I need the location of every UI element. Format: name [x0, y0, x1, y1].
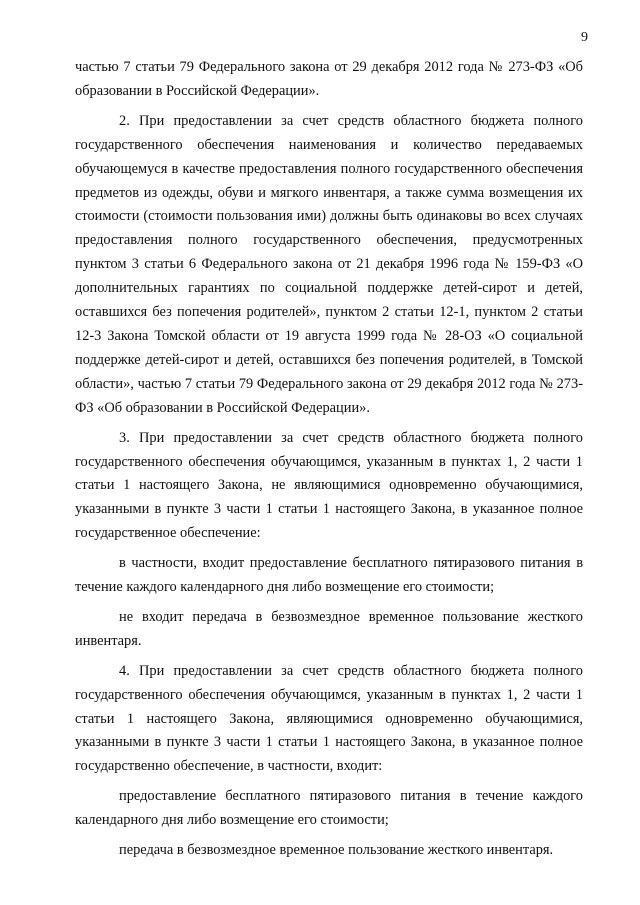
paragraph-continuation: частью 7 статьи 79 Федерального закона от 29 декабря 2012 года № 273-ФЗ «Об образовании в Российской Федерации». [75, 59, 583, 99]
paragraph-clause-3: 3. При предоставлении за счет средств областного бюджета полного государственного обеспечения обучающимся, указанным в пунктах 1, 2 части 1 статьи 1 настоящего Закона, не являющимися одновременно обучающимися, указанными в пункте 3 части 1 статьи 1 настоящего Закона, в указанное полное государственное обеспечение: [75, 429, 583, 542]
paragraph-clause-4-equipment: передача в безвозмездное временное пользование жесткого инвентаря. [119, 842, 554, 859]
page-number: 9 [581, 30, 588, 45]
paragraph-clause-3-included: в частности, входит предоставление бесплатного пятиразового питания в течение каждого календарного дня либо возмещение его стоимости; [75, 555, 583, 596]
paragraph-clause-4: 4. При предоставлении за счет средств областного бюджета полного государственного обеспечения обучающимся, указанным в пунктах 1, 2 части 1 статьи 1 настоящего Закона, являющимися одновременно обучающимися, указанными в пункте 3 части 1 статьи 1 настоящего Закона, в указанное полное государственно обеспечение, в частности, входит: [75, 662, 583, 775]
paragraph-clause-3-excluded: не входит передача в безвозмездное временное пользование жесткого инвентаря. [75, 608, 583, 649]
paragraph-clause-4-meals: предоставление бесплатного пятиразового питания в течение каждого календарного дня либо возмещение его стоимости; [75, 788, 583, 829]
document-body [75, 56, 583, 863]
paragraph-clause-2: 2. При предоставлении за счет средств областного бюджета полного государственного обеспечения наименования и количество передаваемых обучающемуся в качестве предоставления полного государственного обеспечения предметов из одежды, обуви и мягкого инвентаря, а также сумма возмещения их стоимости (стоимости пользования ими) должны быть одинаковы во всех случаях предоставления полного государственного обеспечения, предусмотренных пунктом 3 статьи 6 Федерального закона от 21 декабря 1996 года № 159-ФЗ «О дополнительных гарантиях по социальной поддержке детей-сирот и детей, оставшихся без попечения родителей», пунктом 2 статьи 12-1, пунктом 2 статьи 12-3 Закона Томской области от 19 августа 1999 года № 28-ОЗ «О социальной поддержке детей-сирот и детей, оставшихся без попечения родителей, в Томской области», частью 7 статьи 79 Федерального закона от 29 декабря 2012 года № 273-ФЗ «Об образовании в Российской Федерации». [75, 112, 583, 416]
